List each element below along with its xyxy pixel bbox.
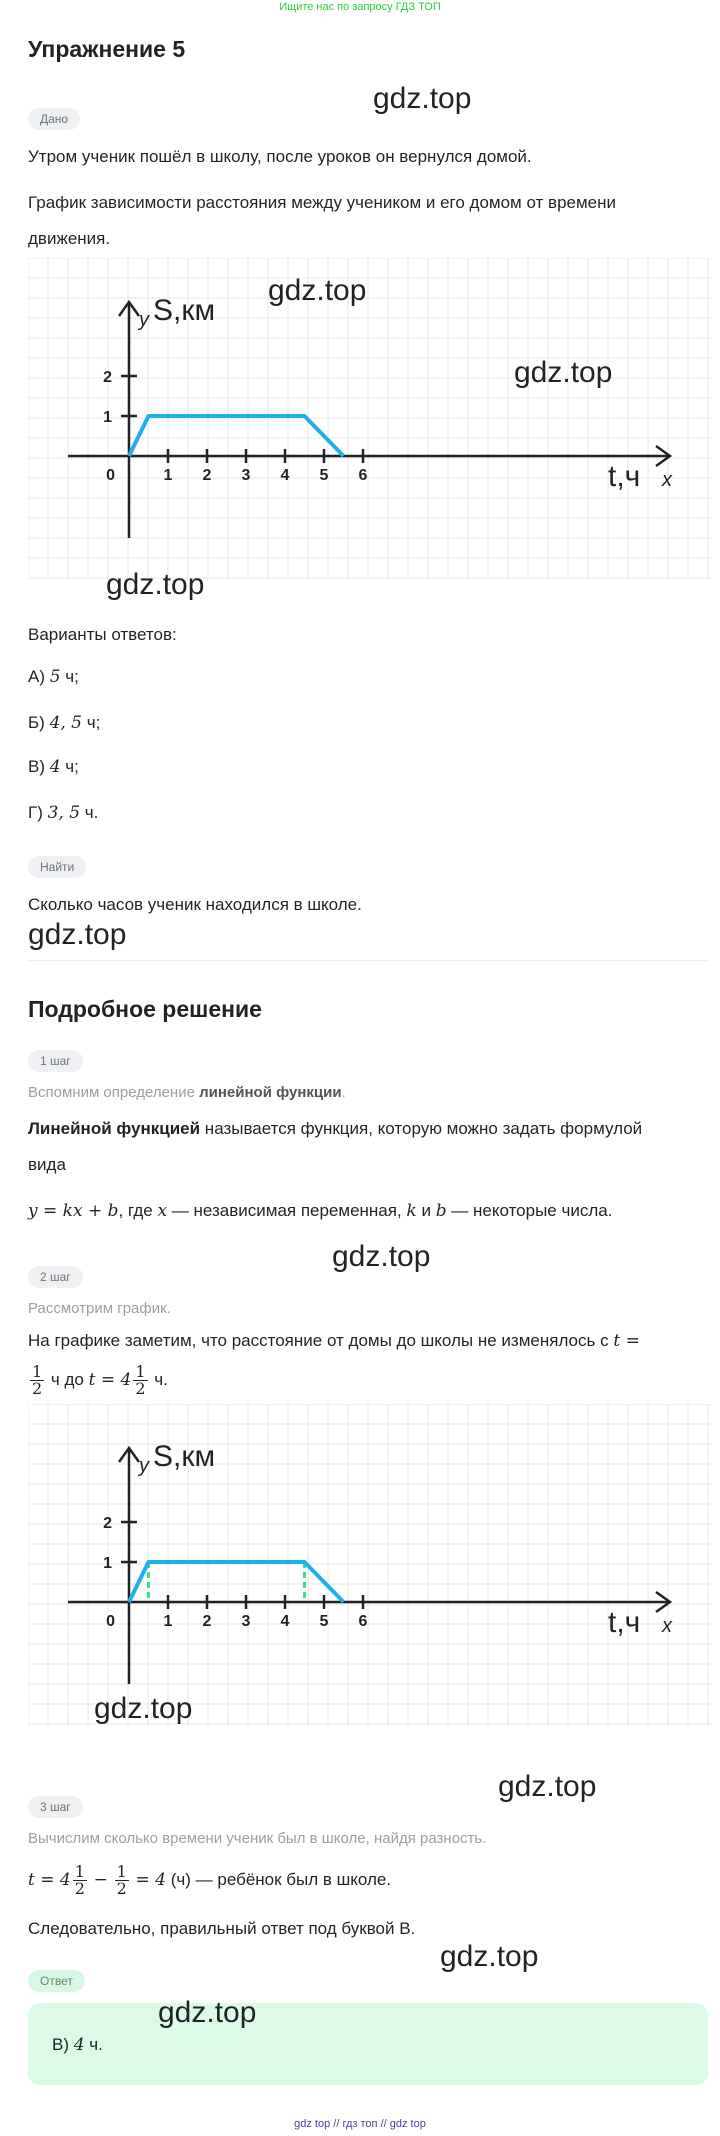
bottom-link[interactable]: gdz top (294, 2118, 331, 2130)
graph-axes (68, 302, 670, 538)
step-hint: Рассмотрим график. (28, 1300, 171, 1317)
watermark: gdz.top (106, 568, 205, 601)
bottom-links: gdz top // гдз топ // gdz top (294, 2118, 426, 2130)
x-axis-label: t,ч (608, 1606, 641, 1639)
option-b[interactable]: Б) 4, 5 ч; (28, 713, 101, 733)
x-tick-label: 3 (241, 467, 251, 484)
watermark: gdz.top (268, 274, 367, 307)
given-text: движения. (28, 229, 111, 248)
y-axis-label: S,км (153, 294, 216, 327)
answer-box (28, 2003, 708, 2085)
solution-title: Подробное решение (28, 996, 262, 1022)
divider (28, 960, 708, 961)
find-text: Сколько часов ученик находился в школе. (28, 895, 362, 914)
step2-text: $\frac{1}{2}$ ч до t = 4 $\frac{1}{2}$ ч. (32, 1362, 168, 1398)
x-tick-label: 6 (358, 1613, 368, 1630)
top-banner[interactable]: Ищите нас по запросу ГДЗ ТОП (279, 1, 441, 13)
given-text: Утром ученик пошёл в школу, после уроков он вернулся домой. (28, 147, 532, 166)
given-text: График зависимости расстояния между учеником и его домом от времени (28, 193, 617, 212)
bottom-link[interactable]: gdz top (389, 2118, 426, 2130)
step-chip: 3 шаг (28, 1796, 83, 1818)
watermark: gdz.top (440, 1940, 539, 1973)
watermark: gdz.top (498, 1770, 597, 1803)
x-tick-label: 5 (319, 1613, 329, 1630)
fraction: $\frac{1}{2}$ (135, 1362, 146, 1398)
option-d[interactable]: Г) 3, 5 ч. (28, 803, 99, 823)
watermark: gdz.top (514, 356, 613, 389)
answer-chip: Ответ (28, 1970, 85, 1992)
x-axis-letter: x (662, 469, 672, 491)
distance-time-graph-annotated (28, 1404, 712, 1726)
x-tick-label: 2 (202, 467, 212, 484)
series-line (129, 1562, 344, 1602)
y-axis-label: S,км (153, 1440, 216, 1473)
y-axis-letter: y (139, 1455, 149, 1477)
formula-line: y = kx + b, где x — независимая переменная, k и b — некоторые числа. (28, 1201, 613, 1221)
watermark: gdz.top (332, 1240, 431, 1273)
step3-equation: t = 4 $\frac{1}{2}$ − $\frac{1}{2}$ = 4 (ч) — ребёнок был в школе. (28, 1862, 392, 1898)
option-a[interactable]: А) 5 ч; (28, 667, 79, 687)
fraction: $\frac{1}{2}$ (74, 1862, 85, 1898)
step-chip: 2 шаг (28, 1266, 83, 1288)
fraction: $\frac{1}{2}$ (32, 1362, 43, 1398)
x-tick-label: 5 (319, 467, 329, 484)
graph-axes (68, 1448, 670, 1684)
conclusion-text: Следовательно, правильный ответ под буквой В. (28, 1919, 416, 1938)
x-tick-label: 1 (163, 1613, 173, 1630)
step-hint: Вычислим сколько времени ученик был в школе, найдя разность. (28, 1830, 487, 1847)
y-tick-label: 1 (103, 1555, 112, 1572)
guide-dashes (149, 1562, 305, 1602)
fraction: $\frac{1}{2}$ (116, 1862, 127, 1898)
given-chip: Дано (28, 108, 80, 130)
definition-text: вида (28, 1155, 66, 1174)
y-tick-label: 2 (103, 369, 112, 386)
watermark: gdz.top (94, 1692, 193, 1725)
x-tick-label: 2 (202, 1613, 212, 1630)
x-tick-label: 4 (280, 1613, 290, 1630)
step-chip: 1 шаг (28, 1050, 83, 1072)
step-hint: Вспомним определение линейной функции. (28, 1084, 346, 1101)
watermark: gdz.top (373, 82, 472, 115)
watermark: gdz.top (28, 918, 127, 951)
origin-label: 0 (106, 1613, 115, 1630)
step2-text: На графике заметим, что расстояние от домы до школы не изменялось с t = (28, 1331, 640, 1351)
x-axis-label: t,ч (608, 460, 641, 493)
find-chip: Найти (28, 856, 86, 878)
y-tick-label: 2 (103, 1515, 112, 1532)
option-c[interactable]: В) 4 ч; (28, 757, 79, 777)
x-tick-label: 1 (163, 467, 173, 484)
y-tick-label: 1 (103, 409, 112, 426)
x-tick-label: 3 (241, 1613, 251, 1630)
distance-time-graph (28, 258, 712, 580)
watermark: gdz.top (158, 1996, 257, 2029)
answer-text: В) 4 ч. (52, 2035, 103, 2055)
x-axis-letter: x (662, 1615, 672, 1637)
options-title: Варианты ответов: (28, 625, 177, 644)
y-axis-letter: y (139, 309, 149, 331)
x-tick-label: 4 (280, 467, 290, 484)
definition-text: Линейной функцией называется функция, которую можно задать формулой (28, 1119, 643, 1138)
page-title: Упражнение 5 (28, 36, 186, 62)
series-line (129, 416, 344, 456)
x-tick-label: 6 (358, 467, 368, 484)
origin-label: 0 (106, 467, 115, 484)
bottom-link[interactable]: гдз топ (342, 2118, 378, 2130)
